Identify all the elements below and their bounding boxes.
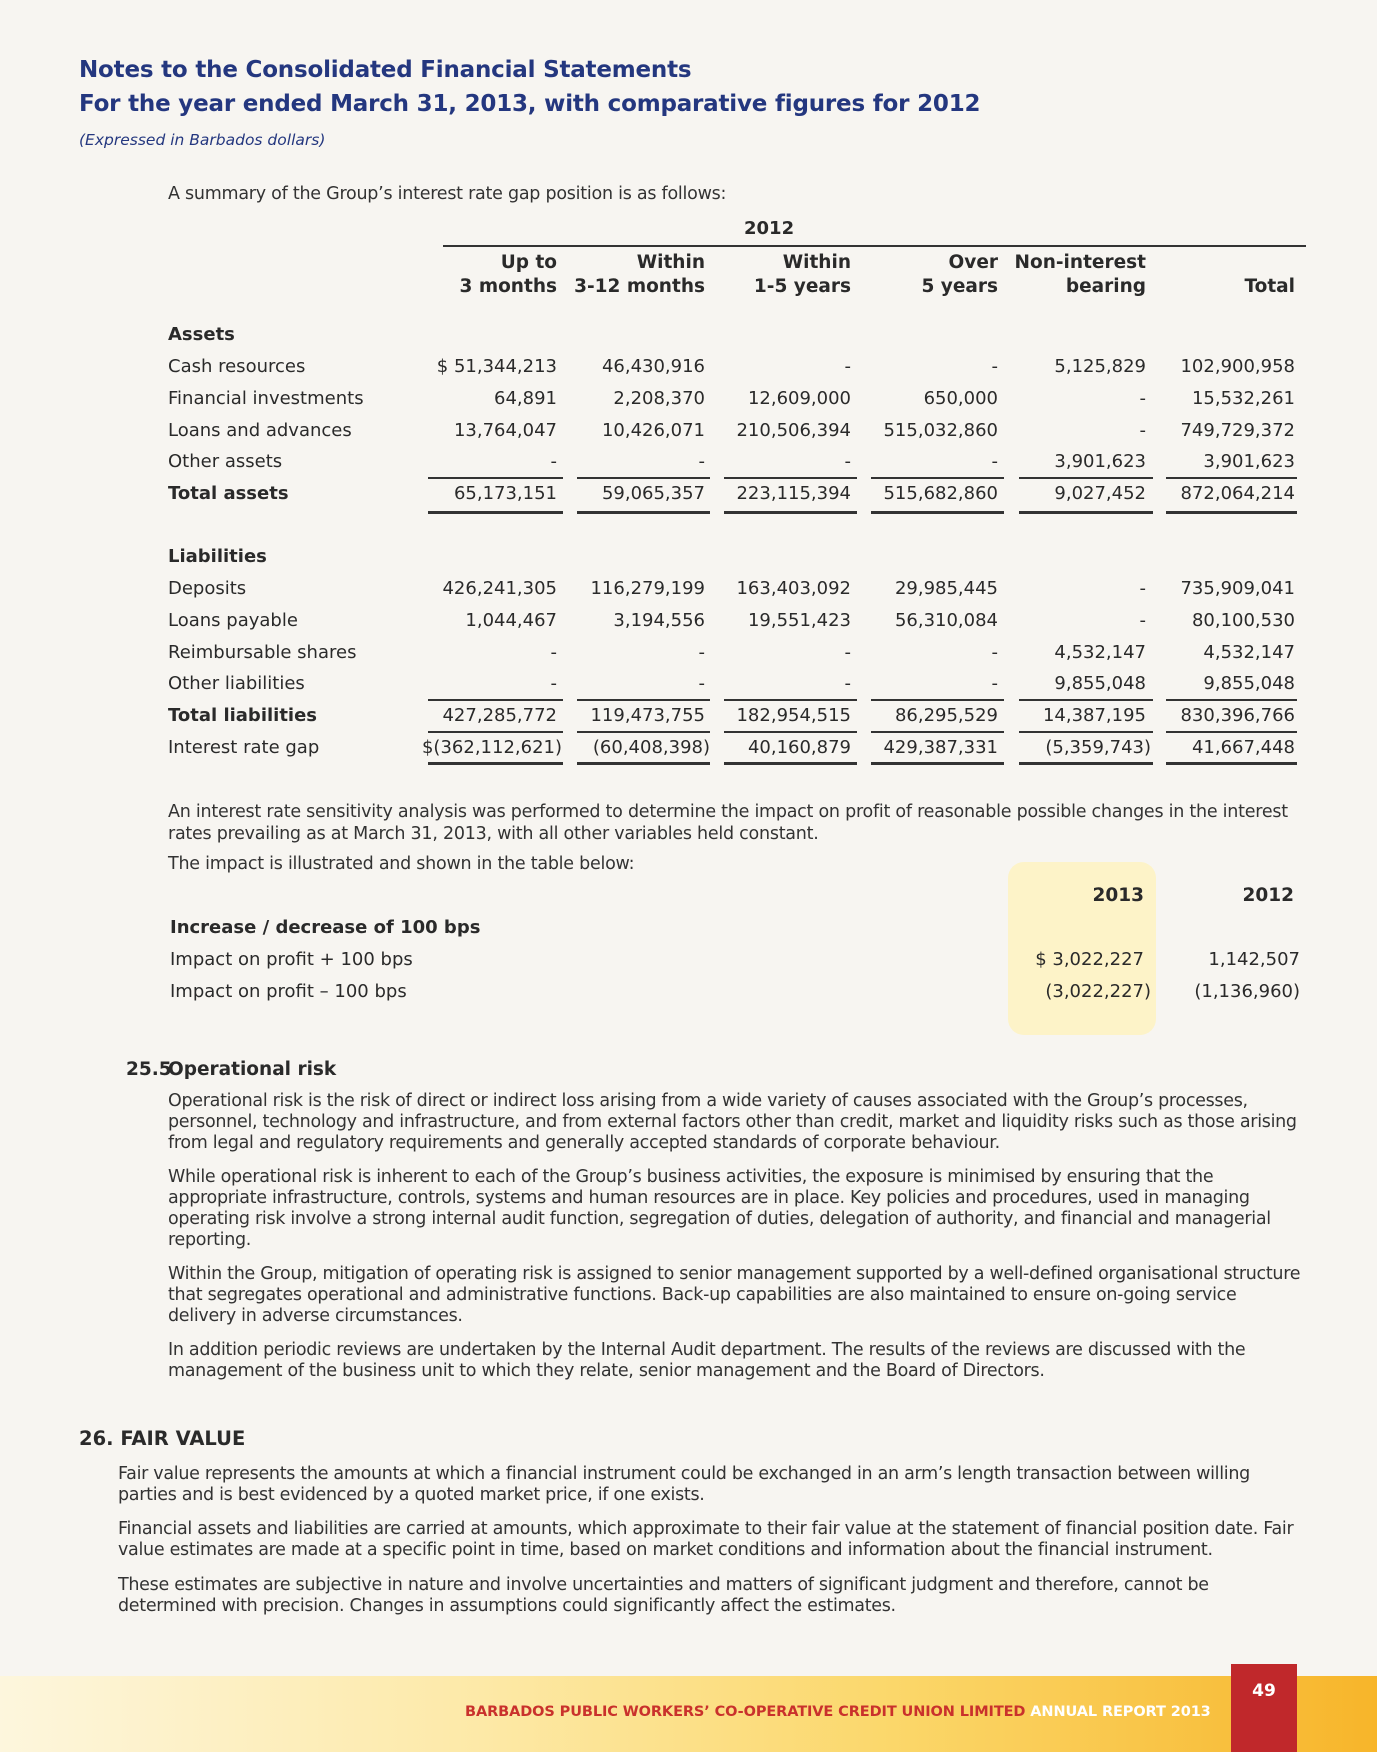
underline-rule — [577, 762, 710, 765]
fair-value-heading: 26. FAIR VALUE — [79, 1427, 246, 1450]
underline-rule — [724, 477, 857, 479]
sens-row-label: Impact on profit + 100 bps — [170, 949, 413, 970]
fair-value-para: Financial assets and liabilities are carried at amounts, which approximate to their fair value at the statement of financial position date. Fair value estimates are made at a specific point in time, based on market conditions and information about the financial instrument. — [118, 1519, 1294, 1560]
section-number: 25.5 — [126, 1059, 172, 1080]
operational-para: Operational risk is the risk of direct or indirect loss arising from a wide variety of causes associated with the Group’s processes, personnel, technology and infrastructure, and from external factors other than credit, market and liquidity risks such as those arising from legal and regulatory requirements and generally accepted standards of corporate behaviour. — [168, 1091, 1297, 1153]
table-cell: - — [844, 673, 851, 694]
column-header: 3-12 months — [574, 276, 705, 297]
table-cell: $(362,112,621) — [421, 737, 562, 758]
table-cell: 12,609,000 — [747, 388, 851, 409]
table-cell: 5,125,829 — [1054, 356, 1146, 377]
table-cell: 3,901,623 — [1203, 451, 1295, 472]
underline-rule — [871, 477, 1004, 479]
table-cell: - — [1139, 578, 1146, 599]
table-cell: 515,032,860 — [883, 420, 998, 441]
table-cell: 14,387,195 — [1042, 705, 1146, 726]
table-cell: - — [991, 451, 998, 472]
underline-rule — [1019, 699, 1153, 701]
underline-rule — [871, 511, 1004, 514]
table-cell: - — [1139, 610, 1146, 631]
fair-value-para: Fair value represents the amounts at which a financial instrument could be exchanged in an arm’s length transaction between willing parties and is best evidenced by a quoted market price, if one exists. — [118, 1464, 1250, 1505]
table-cell: 749,729,372 — [1180, 420, 1295, 441]
table-cell: 735,909,041 — [1180, 578, 1295, 599]
table-cell: (60,408,398) — [592, 737, 710, 758]
table-cell: - — [1139, 388, 1146, 409]
section-title: Operational risk — [168, 1059, 337, 1080]
table-cell: 1,044,467 — [465, 610, 557, 631]
footer-report: ANNUAL REPORT 2013 — [1025, 1704, 1211, 1720]
footer-text — [465, 1704, 1211, 1720]
row-label: Total assets — [168, 483, 289, 504]
underline-rule — [577, 699, 710, 701]
table-cell: 426,241,305 — [442, 578, 557, 599]
table-cell: - — [1139, 420, 1146, 441]
underline-rule — [1166, 511, 1297, 514]
table-cell: 830,396,766 — [1180, 705, 1295, 726]
underline-rule — [428, 511, 563, 514]
sens-col-2012: 2012 — [1242, 885, 1294, 906]
underline-rule — [871, 762, 1004, 765]
column-header: Total — [1244, 276, 1295, 297]
sens-row-value: (1,136,960) — [1194, 981, 1300, 1002]
operational-para: Within the Group, mitigation of operating risk is assigned to senior management supported by a well-defined organisational structure that segregates operational and administrative functions. Back-up capabilities are also maintained to ensure on-going service delivery in adverse circumstances. — [168, 1264, 1301, 1326]
table-cell: 86,295,529 — [894, 705, 998, 726]
table-cell: - — [550, 642, 557, 663]
underline-rule — [1019, 477, 1153, 479]
column-header: Over — [948, 252, 998, 273]
underline-rule — [428, 477, 563, 479]
table-cell: 64,891 — [494, 388, 557, 409]
table-cell: 80,100,530 — [1191, 610, 1295, 631]
underline-rule — [1019, 511, 1153, 514]
row-label: Other liabilities — [168, 673, 305, 694]
table-cell: 13,764,047 — [453, 420, 557, 441]
table-cell: 116,279,199 — [590, 578, 705, 599]
underline-rule — [428, 699, 563, 701]
table-cell: 65,173,151 — [453, 483, 557, 504]
table-cell: 59,065,357 — [601, 483, 705, 504]
underline-rule — [724, 762, 857, 765]
underline-rule — [577, 477, 710, 479]
table-cell: 15,532,261 — [1191, 388, 1295, 409]
row-label: Interest rate gap — [168, 737, 320, 758]
table-cell: - — [698, 451, 705, 472]
column-header: bearing — [1065, 276, 1146, 297]
table-cell: - — [844, 451, 851, 472]
sens-row-label: Impact on profit – 100 bps — [170, 981, 407, 1002]
underline-rule — [1166, 762, 1297, 765]
underline-rule — [577, 511, 710, 514]
underline-rule — [871, 731, 1004, 733]
page-number-box — [1231, 1664, 1297, 1752]
column-header: 5 years — [921, 276, 998, 297]
table-cell: 427,285,772 — [442, 705, 557, 726]
column-header: Up to — [500, 252, 557, 273]
column-header: 3 months — [459, 276, 557, 297]
underline-rule — [1019, 762, 1153, 765]
sensitivity-intro: An interest rate sensitivity analysis was performed to determine the impact on profit of reasonable possible changes in the interest rates prevailing as at March 31, 2013, with all other variables held constant. — [168, 802, 1288, 844]
currency-note: (Expressed in Barbados dollars) — [79, 131, 326, 149]
table-cell: - — [698, 642, 705, 663]
underline-rule — [1166, 731, 1297, 733]
table-cell: - — [698, 673, 705, 694]
row-label: Loans and advances — [168, 420, 352, 441]
page-title: Notes to the Consolidated Financial Statements — [79, 57, 692, 83]
sens-heading: Increase / decrease of 100 bps — [170, 917, 481, 938]
footer-org: BARBADOS PUBLIC WORKERS’ CO-OPERATIVE CREDIT UNION LIMITED — [465, 1704, 1026, 1720]
table-cell: 429,387,331 — [883, 737, 998, 758]
table-cell: 19,551,423 — [747, 610, 851, 631]
underline-rule — [871, 699, 1004, 701]
row-label: Other assets — [168, 451, 283, 472]
row-label: Reimbursable shares — [168, 642, 357, 663]
table-cell: 56,310,084 — [894, 610, 998, 631]
underline-rule — [1019, 731, 1153, 733]
sensitivity-lead: The impact is illustrated and shown in the table below: — [168, 854, 635, 874]
underline-rule — [428, 731, 563, 733]
table-cell: 182,954,515 — [736, 705, 851, 726]
table-cell: 40,160,879 — [747, 737, 851, 758]
underline-rule — [428, 762, 563, 765]
table-cell: - — [550, 451, 557, 472]
table-cell: - — [991, 673, 998, 694]
underline-rule — [1166, 477, 1297, 479]
table-cell: 9,855,048 — [1054, 673, 1146, 694]
column-header: Non-interest — [1014, 252, 1146, 273]
row-label: Financial investments — [168, 388, 364, 409]
table-cell: 10,426,071 — [601, 420, 705, 441]
liabilities-heading: Liabilities — [168, 546, 267, 567]
table-cell: 210,506,394 — [736, 420, 851, 441]
table-cell: 9,855,048 — [1203, 673, 1295, 694]
page-subtitle: For the year ended March 31, 2013, with comparative figures for 2012 — [79, 91, 981, 117]
table-cell: 4,532,147 — [1054, 642, 1146, 663]
sens-row-value: $ 3,022,227 — [1035, 949, 1144, 970]
underline-rule — [577, 731, 710, 733]
gap-intro: A summary of the Group’s interest rate gap position is as follows: — [168, 184, 727, 204]
table-cell: 650,000 — [923, 388, 998, 409]
underline-rule — [1166, 699, 1297, 701]
table-cell: 29,985,445 — [894, 578, 998, 599]
table-cell: 119,473,755 — [590, 705, 705, 726]
table-cell: 3,194,556 — [613, 610, 705, 631]
sens-row-value: (3,022,227) — [1045, 981, 1151, 1002]
table-cell: - — [550, 673, 557, 694]
table-cell: 4,532,147 — [1203, 642, 1295, 663]
sens-row-value: 1,142,507 — [1208, 949, 1300, 970]
column-header: Within — [636, 252, 705, 273]
table-cell: 41,667,448 — [1191, 737, 1295, 758]
table-cell: 3,901,623 — [1054, 451, 1146, 472]
table-cell: (5,359,743) — [1045, 737, 1151, 758]
table-cell: - — [991, 356, 998, 377]
underline-rule — [724, 731, 857, 733]
table-cell: - — [844, 642, 851, 663]
fair-value-para: These estimates are subjective in nature and involve uncertainties and matters of significant judgment and therefore, cannot be determined with precision. Changes in assumptions could significantly affect the estimates. — [118, 1575, 1209, 1616]
table-cell: 102,900,958 — [1180, 356, 1295, 377]
table-cell: $ 51,344,213 — [436, 356, 557, 377]
underline-rule — [724, 699, 857, 701]
row-label: Cash resources — [168, 356, 306, 377]
row-label: Total liabilities — [168, 705, 318, 726]
table-cell: - — [844, 356, 851, 377]
operational-para: In addition periodic reviews are undertaken by the Internal Audit department. The results of the reviews are discussed with the management of the business unit to which they relate, senior management and the Board of Directors. — [168, 1340, 1246, 1381]
gap-year: 2012 — [744, 218, 795, 239]
column-header: Within — [782, 252, 851, 273]
row-label: Loans payable — [168, 610, 298, 631]
assets-heading: Assets — [168, 324, 235, 345]
table-cell: - — [991, 642, 998, 663]
operational-para: While operational risk is inherent to each of the Group’s business activities, the exposure is minimised by ensuring that the appropriate infrastructure, controls, systems and human resources are in place. Key policies and procedures, used in managing operating risk involve a strong internal audit function, segregation of duties, delegation of authority, and financial and managerial reporting. — [168, 1167, 1271, 1250]
underline-rule — [724, 511, 857, 514]
row-label: Deposits — [168, 578, 247, 599]
table-cell: 2,208,370 — [613, 388, 705, 409]
table-cell: 515,682,860 — [883, 483, 998, 504]
table-top-rule — [443, 245, 1306, 247]
sens-col-2013: 2013 — [1092, 885, 1144, 906]
table-cell: 9,027,452 — [1054, 483, 1146, 504]
column-header: 1-5 years — [753, 276, 851, 297]
table-cell: 46,430,916 — [601, 356, 705, 377]
table-cell: 163,403,092 — [736, 578, 851, 599]
table-cell: 223,115,394 — [736, 483, 851, 504]
table-cell: 872,064,214 — [1180, 483, 1295, 504]
page-number: 49 — [1252, 1681, 1276, 1701]
